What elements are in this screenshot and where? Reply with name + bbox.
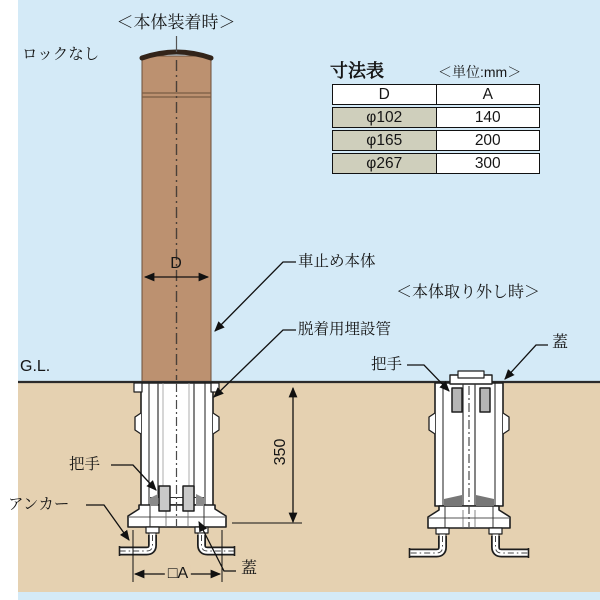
table-cell-a: 200 <box>436 131 540 150</box>
table-cell-d: φ102 <box>333 108 436 127</box>
lid-installed-label: 蓋 <box>241 560 258 577</box>
bollard-post <box>142 36 211 382</box>
dim-width: □A <box>165 565 191 583</box>
table-row <box>332 107 540 128</box>
table-header-a: A <box>436 85 540 104</box>
dim-diameter: D <box>170 255 182 272</box>
buried-pipe-label: 脱着用埋設管 <box>298 321 392 338</box>
anchor-hooks-installed <box>120 535 235 556</box>
handle-installed-label: 把手 <box>69 456 101 473</box>
handle-installed-shape <box>159 486 170 511</box>
table-header-row <box>332 84 540 105</box>
buried-pipe-removed <box>410 371 529 558</box>
table-cell-d: φ267 <box>333 154 436 173</box>
ground-level-label: G.L. <box>20 358 51 375</box>
table-cell-a: 140 <box>436 108 540 127</box>
handle-removed-label: 把手 <box>371 356 403 373</box>
table-unit: ＜単位:mm＞ <box>438 64 522 80</box>
handle-removed-shape <box>452 388 462 412</box>
lock-annotation: ロックなし <box>22 46 100 63</box>
lid-removed-shape <box>450 371 492 384</box>
table-header-d: D <box>378 85 390 103</box>
table-row <box>332 130 540 151</box>
dim-depth: 350 <box>271 438 289 466</box>
table-title: 寸法表 <box>330 61 384 81</box>
table-cell-d: φ165 <box>333 131 436 150</box>
title-installed: ＜本体装着時＞ <box>116 13 236 32</box>
table-row <box>332 153 540 174</box>
handle-removed-shape <box>480 388 490 412</box>
anchor-hooks-removed <box>410 536 529 558</box>
table-cell-a: 300 <box>436 154 540 173</box>
body-label: 車止め本体 <box>298 253 376 270</box>
lid-removed-label: 蓋 <box>552 334 569 351</box>
anchor-label: アンカー <box>8 496 70 513</box>
handle-installed-shape <box>183 486 194 511</box>
title-removed: ＜本体取り外し時＞ <box>395 284 541 301</box>
dimension-table <box>332 84 540 176</box>
